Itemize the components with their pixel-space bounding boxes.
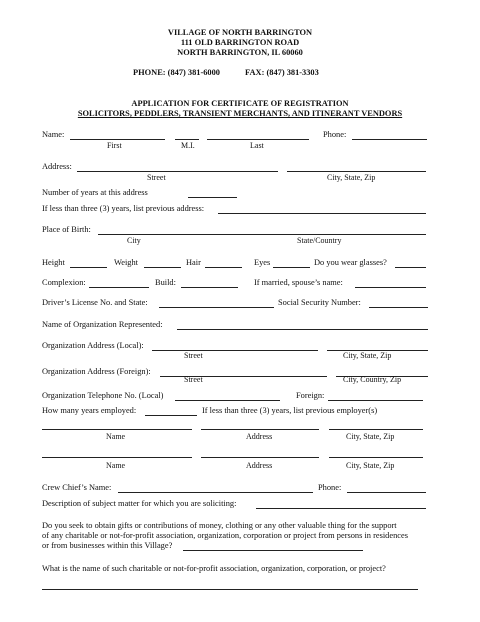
years-employed-label: How many years employed: [42,406,137,415]
crew-phone-field[interactable] [347,492,426,493]
form-title: APPLICATION FOR CERTIFICATE OF REGISTRATION [131,99,349,108]
last-caption: Last [250,141,264,150]
drivers-license-field[interactable] [159,307,274,308]
org-local-city-caption: City, State, Zip [343,351,392,360]
village-city: NORTH BARRINGTON, IL 60060 [177,48,303,57]
place-of-birth-label: Place of Birth: [42,225,91,234]
employer-2-city-field[interactable] [329,457,423,458]
crew-phone-label: Phone: [318,483,342,492]
org-local-street-field[interactable] [152,350,318,351]
address-street-field[interactable] [77,171,278,172]
previous-address-label: If less than three (3) years, list previous address: [42,204,205,213]
employer-1-address-caption: Address [246,432,273,441]
years-at-address-label: Number of years at this address [42,188,148,197]
build-label: Build: [155,278,176,287]
place-of-birth-field[interactable] [98,234,426,235]
employer-2-name-field[interactable] [42,457,192,458]
employer-1-name-field[interactable] [42,429,192,430]
village-street: 111 OLD BARRINGTON ROAD [180,38,300,47]
org-foreign-street-caption: Street [184,375,203,384]
address-label: Address: [42,162,72,171]
glasses-label: Do you wear glasses? [314,258,387,267]
foreign-phone-field[interactable] [328,400,423,401]
phone-field[interactable] [352,139,427,140]
org-represented-field[interactable] [177,329,428,330]
first-caption: First [107,141,122,150]
employer-2-address-field[interactable] [201,457,319,458]
charity-question: What is the name of such charitable or not-for-profit association, organization, corporation, or project? [42,564,386,573]
foreign-phone-label: Foreign: [296,391,325,400]
name-label: Name: [42,130,65,139]
ssn-field[interactable] [369,307,428,308]
build-field[interactable] [181,287,238,288]
employer-1-address-field[interactable] [201,429,319,430]
employer-1-name-caption: Name [106,432,126,441]
subject-matter-label: Description of subject matter for which you are soliciting: [42,499,237,508]
village-fax: FAX: (847) 381-3303 [245,68,319,77]
height-field[interactable] [70,267,107,268]
org-phone-label: Organization Telephone No. (Local) [42,391,164,400]
hair-label: Hair [186,258,201,267]
last-name-field[interactable] [207,139,309,140]
org-represented-label: Name of Organization Represented: [42,320,163,329]
complexion-field[interactable] [89,287,149,288]
city-state-zip-caption: City, State, Zip [327,173,376,182]
phone-label: Phone: [323,130,347,139]
employer-2-city-caption: City, State, Zip [346,461,395,470]
state-country-caption: State/Country [297,236,342,245]
hair-field[interactable] [205,267,242,268]
employer-2-name-caption: Name [106,461,126,470]
subject-matter-field[interactable] [256,508,426,509]
employer-1-city-field[interactable] [329,429,423,430]
weight-field[interactable] [144,267,181,268]
years-employed-field[interactable] [145,415,197,416]
village-phone: PHONE: (847) 381-6000 [133,68,220,77]
gifts-question-line-3: or from businesses within this Village? [42,541,173,550]
previous-employers-label: If less than three (3) years, list previous employer(s) [202,406,378,415]
mi-caption: M.I. [181,141,195,150]
middle-initial-field[interactable] [175,139,199,140]
eyes-label: Eyes [254,258,271,267]
gifts-question-line-2: of any charitable or not-for-profit association, organization, corporation or project from persons in residences [42,531,408,540]
employer-1-city-caption: City, State, Zip [346,432,395,441]
spouse-label: If married, spouse’s name: [254,278,343,287]
org-local-street-caption: Street [184,351,203,360]
form-subtitle: SOLICITORS, PEDDLERS, TRANSIENT MERCHANTS, AND ITINERANT VENDORS [77,109,403,118]
weight-label: Weight [114,258,138,267]
eyes-field[interactable] [273,267,310,268]
first-name-field[interactable] [70,139,165,140]
spouse-field[interactable] [355,287,426,288]
crew-chief-field[interactable] [118,492,313,493]
years-at-address-field[interactable] [188,197,237,198]
street-caption: Street [147,173,166,182]
org-local-label: Organization Address (Local): [42,341,144,350]
ssn-label: Social Security Number: [278,298,361,307]
org-foreign-label: Organization Address (Foreign): [42,367,151,376]
glasses-field[interactable] [395,267,426,268]
crew-chief-label: Crew Chief’s Name: [42,483,112,492]
charity-answer-field[interactable] [42,589,418,590]
gifts-answer-field[interactable] [183,550,363,551]
org-phone-field[interactable] [175,400,280,401]
employer-2-address-caption: Address [246,461,273,470]
drivers-license-label: Driver’s License No. and State: [42,298,148,307]
previous-address-field[interactable] [218,213,426,214]
height-label: Height [42,258,65,267]
complexion-label: Complexion: [42,278,86,287]
gifts-question-line-1: Do you seek to obtain gifts or contributions of money, clothing or any other valuable thing for the support [42,521,397,530]
village-name: VILLAGE OF NORTH BARRINGTON [167,28,313,37]
city-caption: City [127,236,141,245]
address-city-field[interactable] [287,171,426,172]
org-foreign-city-caption: City, Country, Zip [343,375,402,384]
